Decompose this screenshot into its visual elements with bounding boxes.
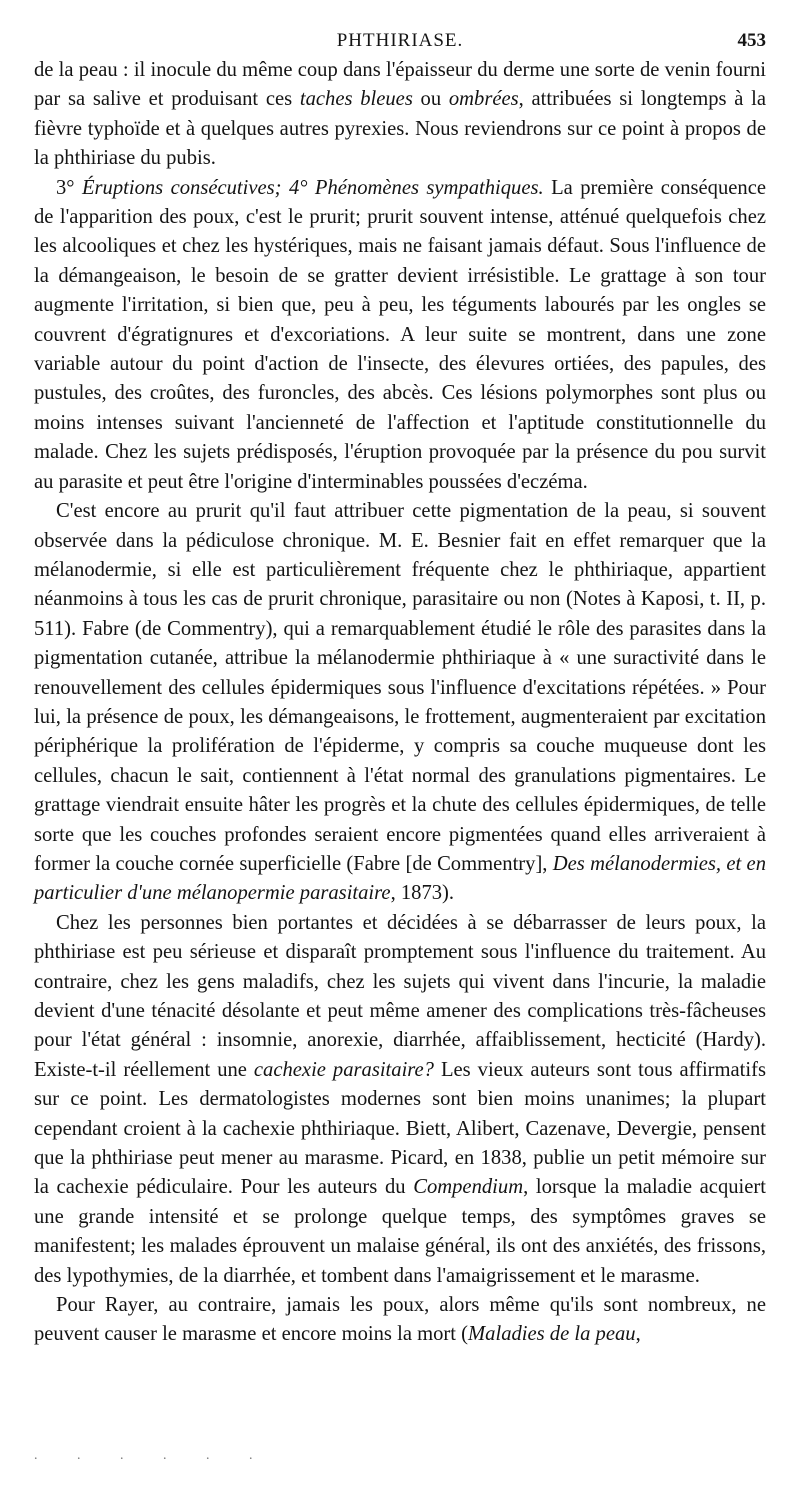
italic-text: Compendium [413,1176,524,1199]
paragraph [34,909,766,1291]
footer-marks: . . . . . . [34,1448,271,1463]
italic-text: Des mélanodermies, et en particulier d'une mélanopermie parasitaire [34,852,766,905]
text-run: La première conséquence de l'apparition des poux, c'est le prurit; prurit souvent intense, atténué quelquefois chez les alcooliques et chez les hystériques, mais ne faisant jamais défaut. Sous l'influence de la démangeaison, le besoin de se gratter devient irrésistible. Le grattage à son tour augmente l'irritation, si bien que, peu à peu, les téguments labourés par les ongles se couvrent d'égratignures et d'excoriations. A leur suite se montrent, dans une zone variable autour du point d'action de l'insecte, des élevures ortiées, des papules, des pustules, des croûtes, des furoncles, des abcès. Ces lésions polymorphes sont plus ou moins intenses suivant l'ancienneté de l'affection et l'aptitude constitutionnelle du malade. Chez les sujets prédisposés, l'éruption provoquée par la présence du pou survit au parasite et peut être l'origine d'interminables poussées d'eczéma. [34,176,766,493]
paragraph [34,174,766,497]
text-run: 3° [56,176,82,199]
text-run: de la peau : il inocule du même coup dans l'épaisseur du derme une sorte de venin fourni par sa salive et produisant ces [34,59,766,111]
text-run: C'est encore au prurit qu'il faut attribuer cette pigmentation de la peau, si souvent observée dans la pédiculose chronique. M. E. Besnier fait en effet remarquer que la mélanodermie, si elle est particulièrement fréquente chez le phthiriaque, appartient néanmoins à tous les cas de prurit chronique, parasitaire ou non (Notes à Kaposi, t. II, p. 511). Fabre (de Commentry), qui a remarquablement étudié le rôle des parasites dans la pigmentation cutanée, attribue la mélanodermie phthiriaque à « une suractivité dans le renouvellement des cellules épidermiques sous l'influence d'excitations répétées. » Pour lui, la présence de poux, les démangeaisons, le frottement, augmenteraient par excitation périphérique la prolifération de l'épiderme, y compris sa couche muqueuse dont les cellules, chacun le sait, contiennent à l'état normal des granulations pigmentaires. Le grattage viendrait ensuite hâter les progrès et la chute des cellules épidermiques, de telle sorte que les couches profondes seraient encore pigmentées quand elles arriveraient à former la couche cornée superficielle (Fabre [de Commentry], [34,500,766,875]
text-run: Les vieux auteurs sont tous affirmatifs sur ce point. Les dermatologistes modernes sont bien moins unanimes; la plupart cependant croient à la cachexie phthiriaque. Biett, Alibert, Cazenave, Devergie, pensent que la phthiriase peut mener au marasme. Picard, en 1838, publie un petit mémoire sur la cachexie pédiculaire. Pour les auteurs du [34,1058,766,1199]
running-header [34,26,766,56]
italic-text: Éruptions consécutives; 4° Phénomènes sympathiques. [81,176,544,199]
text-run: Chez les personnes bien portantes et décidées à se débarrasser de leurs poux, la phthiriase est peu sérieuse et disparaît promptement sous l'influence du traitement. Au contraire, chez les gens maladifs, chez les sujets qui vivent dans l'incurie, la maladie devient d'une ténacité désolante et peut même amener des complications très-fâcheuses pour l'état général : insomnie, anorexie, diarrhée, affaiblissement, hecticité (Hardy). Existe-t-il réellement une [34,911,766,1081]
text-run: ou [412,88,449,111]
page [34,26,766,1350]
italic-text: cachexie parasitaire? [253,1058,434,1081]
body-text [34,56,766,1350]
italic-text: Maladies de la peau [468,1323,636,1346]
text-run: , [635,1323,641,1346]
text-run: , attribuées si longtemps à la fièvre typhoïde et à quelques autres pyrexies. Nous reviendrons sur ce point à propos de la phthiriase du pubis. [34,88,766,170]
paragraph [34,56,766,174]
page-number: 453 [737,30,766,51]
paragraph [34,497,766,909]
paragraph [34,1291,766,1350]
italic-text: ombrées [448,88,519,111]
text-run: Pour Rayer, au contraire, jamais les poux, alors même qu'ils sont nombreux, ne peuvent causer le marasme et encore moins la mort ( [34,1294,766,1346]
italic-text: taches bleues [299,88,413,111]
running-title: PHTHIRIASE. [336,30,464,51]
text-run: , 1873). [390,882,455,905]
text-run: , lorsque la maladie acquiert une grande intensité et se prolonge quelque temps, des symptômes graves se manifestent; les malades éprouvent un malaise général, ils ont des anxiétés, des frissons, des lypothymies, de la diarrhée, et tombent dans l'amaigrissement et le marasme. [34,1176,766,1287]
